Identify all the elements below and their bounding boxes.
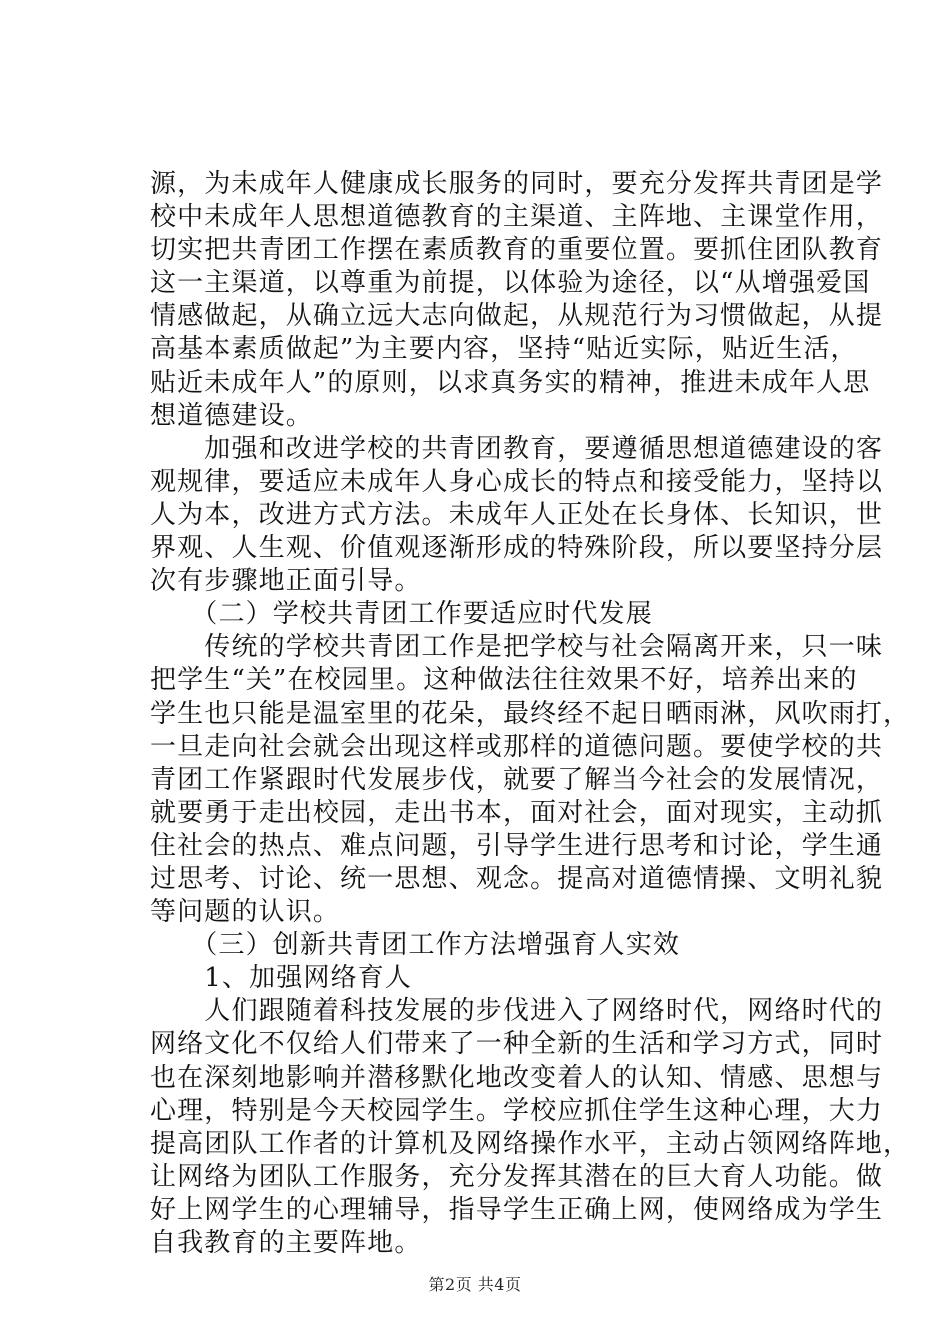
text-line: 自我教育的主要阵地。: [150, 1228, 422, 1258]
text-line: 高基本素质做起”为主要内容，坚持“贴近实际，贴近生活，: [150, 334, 858, 365]
text-line: 校中未成年人思想道德教育的主渠道、主阵地、主课堂作用，: [150, 202, 884, 233]
text-line: 这一主渠道，以尊重为前提，以体验为途径，以“从增强爱国: [150, 268, 871, 299]
text-line: 观规律，要适应未成年人身心成长的特点和接受能力，坚持以: [150, 466, 884, 497]
text-line: （二）学校共青团工作要适应时代发展: [150, 599, 653, 630]
text-line: 提高团队工作者的计算机及网络操作水平，主动占领网络阵地，: [150, 1128, 911, 1159]
text-line: 次有步骤地正面引导。: [150, 566, 422, 597]
text-line: 想道德建设。: [150, 400, 313, 431]
text-line: 就要勇于走出校园，走出书本，面对社会，面对现实，主动抓: [150, 797, 884, 828]
text-line: 心理，特别是今天校园学生。学校应抓住学生这种心理，大力: [150, 1095, 884, 1126]
text-line: 把学生“关”在校园里。这种做法往往效果不好，培养出来的: [150, 665, 858, 696]
text-line: 让网络为团队工作服务，充分发挥其潜在的巨大育人功能。做: [150, 1161, 884, 1192]
text-line: 人们跟随着科技发展的步伐进入了网络时代，网络时代的: [150, 996, 884, 1027]
text-line: 人为本，改进方式方法。未成年人正处在长身体、长知识，世: [150, 499, 884, 530]
text-line: 传统的学校共青团工作是把学校与社会隔离开来，只一味: [150, 632, 884, 663]
text-line: 学生也只能是温室里的花朵，最终经不起日晒雨淋，风吹雨打，: [150, 698, 911, 729]
text-line: 一旦走向社会就会出现这样或那样的道德问题。要使学校的共: [150, 731, 884, 762]
text-line: 等问题的认识。: [150, 897, 341, 928]
text-line: 界观、人生观、价值观逐渐形成的特殊阶段，所以要坚持分层: [150, 533, 884, 564]
text-line: （三）创新共青团工作方法增强育人实效: [150, 930, 681, 961]
document-body: [150, 168, 911, 1260]
text-line: 网络文化不仅给人们带来了一种全新的生活和学习方式，同时: [150, 1029, 884, 1060]
text-line: 切实把共青团工作摆在素质教育的重要位置。要抓住团队教育: [150, 235, 884, 266]
page-footer: 第2页 共4页: [428, 1275, 522, 1294]
text-line: 过思考、讨论、统一思想、观念。提高对道德情操、文明礼貌: [150, 863, 884, 894]
text-line: 加强和改进学校的共青团教育，要遵循思想道德建设的客: [150, 433, 884, 464]
text-line: 也在深刻地影响并潜移默化地改变着人的认知、情感、思想与: [150, 1062, 884, 1093]
text-line: 住社会的热点、难点问题，引导学生进行思考和讨论，学生通: [150, 830, 884, 861]
text-line: 青团工作紧跟时代发展步伐，就要了解当今社会的发展情况，: [150, 764, 884, 795]
text-line: 好上网学生的心理辅导，指导学生正确上网，使网络成为学生: [150, 1194, 884, 1225]
text-line: 1、加强网络育人: [150, 963, 413, 994]
text-line: 情感做起，从确立远大志向做起，从规范行为习惯做起，从提: [150, 301, 884, 332]
text-line: 贴近未成年人”的原则，以求真务实的精神，推进未成年人思: [150, 367, 871, 398]
text-line: 源，为未成年人健康成长服务的同时，要充分发挥共青团是学: [150, 169, 884, 199]
